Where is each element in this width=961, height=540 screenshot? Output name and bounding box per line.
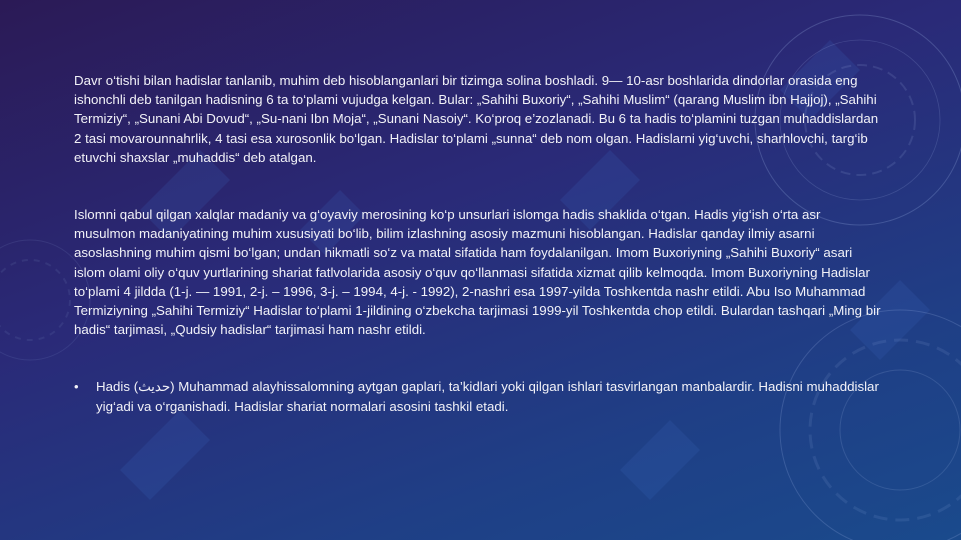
paragraph-hadith-culture: Islomni qabul qilgan xalqlar madaniy va g‘oyaviy merosining ko‘p unsurlari islomga hadis shaklida o‘tgan. Hadis yig‘ish o‘rta asr musulmon madaniyatining muhim xususiyati bo‘lib, bilim izlashning asosiy mazmuni hisoblangan. Hadislar qanday ilmiy asarni asoslashning muhim qismi bo‘lgan; undan hikmatli so‘z va matal sifatida ham foydalanilgan. Imom Buxoriyning „Sahihi Buxoriy“ asari islom olami oliy o‘quv yurtlarining shariat fatlvolarida asosiy o‘quv qo‘llanmasi sifatida xizmat qilib kelmoqda. Imom Buxoriyning Hadislar to‘plami 4 jildda (1-j. — 1991, 2-j. – 1996, 3-j. – 1994, 4-j. - 1992), 2-nashri esa 1997-yilda Toshkentda nashr etildi. Abu Iso Muhammad Termiziyning „Sahihi Termiziy“ Hadislar to‘plami 1-jildining o‘zbekcha tarjimasi 1999-yil Toshkentda chop etildi. Bulardan tashqari „Ming bir hadis“ tarjimasi, „Qudsiy hadislar“ tarjimasi ham nashr etildi. xyxy=(74,207,881,338)
paragraph-hadith-collections: Davr o‘tishi bilan hadislar tanlanib, muhim deb hisoblanganlari bir tizimga solina boshladi. 9— 10-asr boshlarida dindorlar orasida eng ishonchli deb tanilgan hadisning 6 ta to‘plami vujudga kelgan. Bular: „Sahihi Buxoriy“, „Sahihi Muslim“ (qarang Muslim ibn Hajjoj), „Sahihi Termiziy“, „Sunani Abi Dovud“, „Su-nani Ibn Moja“, „Sunani Nasoiy“. Ko‘proq e’zozlanadi. Bu 6 ta hadis to‘plamini tuzgan muhaddislardan 2 tasi movarounnahrlik, 4 tasi esa xurosonlik bo‘lgan. Hadislar to‘plami „sunna“ deb nom olgan. Hadislarni yig‘uvchi, sharhlovchi, targ‘ib etuvchi shaxslar „muhaddis“ deb atalgan. xyxy=(74,73,879,165)
bullet-item-hadith-definition xyxy=(74,377,884,415)
bullet-icon: • xyxy=(74,379,79,395)
slide-body xyxy=(74,71,884,416)
bullet-text: Hadis (حديث) Muhammad alayhissalomning aytgan gaplari, ta’kidlari yoki qilgan ishlari tasvirlangan manbalardir. Hadisni muhaddislar yig‘adi va o‘rganishadi. Hadislar shariat normalari asosini tashkil etadi. xyxy=(96,379,879,414)
